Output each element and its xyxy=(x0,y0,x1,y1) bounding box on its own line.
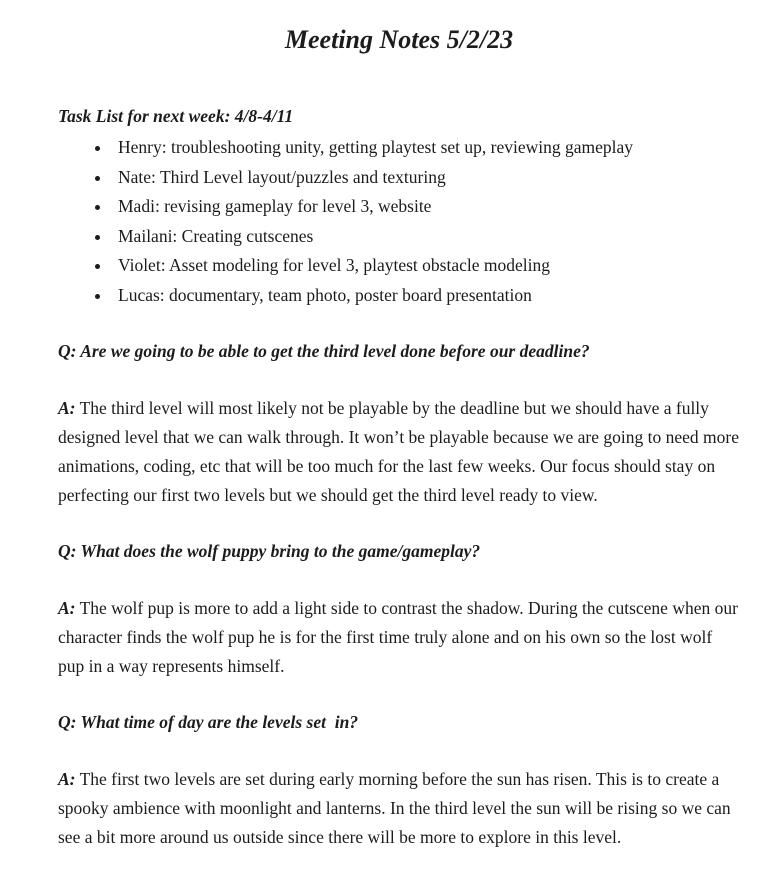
page-title: Meeting Notes 5/2/23 xyxy=(284,25,514,54)
task-item: • Nate: Third Level layout/puzzles and texturing xyxy=(112,163,740,193)
task-list-heading: Task List for next week: 4/8-4/11 xyxy=(58,106,294,126)
question-text: What does the wolf puppy bring to the game/gameplay? xyxy=(80,541,481,561)
q-label: Q: xyxy=(58,541,77,561)
qa-question xyxy=(58,708,740,737)
answer-text: The third level will most likely not be playable by the deadline but we should have a fully designed level that we can walk through. It won’t be playable because we are going to need more animations, coding, etc that will be too much for the last few weeks. Our focus should stay on perfecting our first two levels but we should get the third level ready to view. xyxy=(58,398,744,505)
answer-text: The first two levels are set during early morning before the sun has risen. This is to create a spooky ambience with moonlight and lanterns. In the third level the sun will be rising so we can see a bit more around us outside since there will be more to explore in this level. xyxy=(58,769,736,847)
task-item: • Madi: revising gameplay for level 3, website xyxy=(112,192,740,222)
q-label: Q: xyxy=(58,712,77,732)
qa-question xyxy=(58,537,740,566)
q-label: Q: xyxy=(58,341,77,361)
qa-answer xyxy=(58,594,743,681)
a-label: A: xyxy=(58,769,76,789)
task-item: • Mailani: Creating cutscenes xyxy=(112,222,740,252)
question-text: What time of day are the levels set in? xyxy=(80,712,359,732)
answer-text: The wolf pup is more to add a light side to contrast the shadow. During the cutscene when our character finds the wolf pup he is for the first time truly alone and on his own so the lost wolf pup in a way represents himself. xyxy=(58,598,743,676)
task-item: • Henry: troubleshooting unity, getting playtest set up, reviewing gameplay xyxy=(112,133,740,163)
a-label: A: xyxy=(58,398,76,418)
qa-question xyxy=(58,337,740,366)
question-text: Are we going to be able to get the third level done before our deadline? xyxy=(80,341,590,361)
qa-answer xyxy=(58,765,740,852)
a-label: A: xyxy=(58,598,76,618)
task-item: • Violet: Asset modeling for level 3, playtest obstacle modeling xyxy=(112,251,740,281)
task-item: • Lucas: documentary, team photo, poster board presentation xyxy=(112,281,740,311)
qa-answer xyxy=(58,394,744,510)
task-list xyxy=(58,133,740,310)
